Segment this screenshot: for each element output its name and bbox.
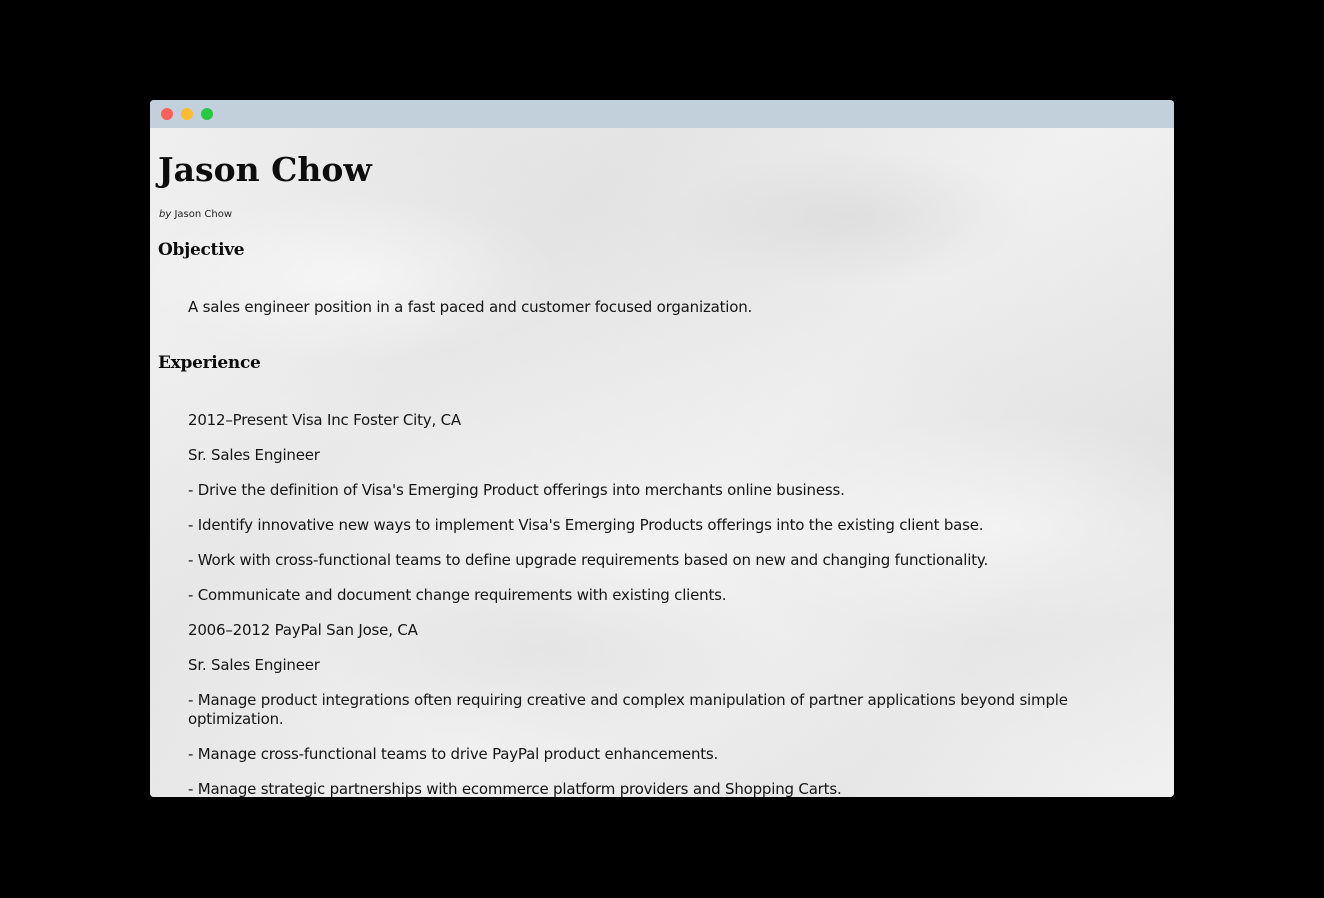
resume-page [150, 128, 1174, 797]
experience-heading: Experience [158, 353, 261, 373]
job-title: Sr. Sales Engineer [188, 656, 320, 674]
job-duty: - Work with cross-functional teams to define upgrade requirements based on new and changing functionality. [188, 551, 989, 569]
objective-heading: Objective [158, 240, 245, 260]
job-duty: - Manage product integrations often requiring creative and complex manipulation of partner applications beyond simple optimization. [188, 691, 1068, 728]
job-duty: - Communicate and document change requirements with existing clients. [188, 586, 727, 604]
minimize-window-icon[interactable] [181, 108, 193, 120]
window-titlebar [150, 100, 1174, 128]
job-period-company: 2006–2012 PayPal San Jose, CA [188, 621, 418, 639]
job-duty: - Identify innovative new ways to implement Visa's Emerging Products offerings into the existing client base. [188, 516, 984, 534]
job-duty: - Manage strategic partnerships with ecommerce platform providers and Shopping Carts. [188, 780, 842, 797]
byline-author: Jason Chow [174, 209, 232, 220]
job-duty: - Drive the definition of Visa's Emerging Product offerings into merchants online business. [188, 481, 845, 499]
maximize-window-icon[interactable] [201, 108, 213, 120]
job-period-company: 2012–Present Visa Inc Foster City, CA [188, 411, 461, 429]
page-title: Jason Chow [158, 150, 372, 189]
objective-text: A sales engineer position in a fast paced and customer focused organization. [188, 298, 753, 316]
byline [159, 209, 232, 220]
job-title: Sr. Sales Engineer [188, 446, 320, 464]
job-duty: - Manage cross-functional teams to drive PayPal product enhancements. [188, 745, 719, 763]
close-window-icon[interactable] [161, 108, 173, 120]
browser-window [150, 100, 1174, 797]
byline-prefix: by [159, 209, 172, 220]
